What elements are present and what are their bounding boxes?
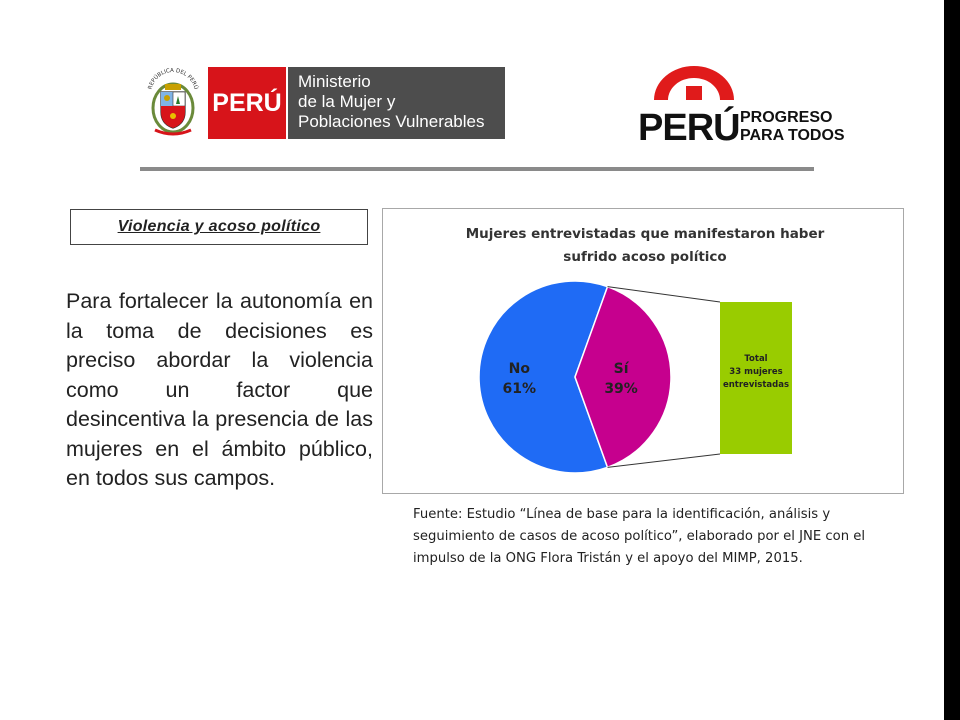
total-bar-line-3: entrevistadas xyxy=(722,380,790,390)
ppt-peru-text: PERÚ xyxy=(638,107,740,144)
source-note: Fuente: Estudio “Línea de base para la identificación, análisis y seguimiento de casos de acoso político”, elaborado por el JNE con el impulso de la ONG Flora Tristán y el apoyo del MIMP, 2015. xyxy=(413,507,866,566)
pie-value-no: 61% xyxy=(502,381,537,397)
pie-chart-svg xyxy=(383,209,905,495)
header-divider xyxy=(140,167,814,171)
ministry-name xyxy=(286,67,505,139)
section-title-box xyxy=(70,209,368,245)
ministry-line-3: Poblaciones Vulnerables xyxy=(298,112,485,131)
chart-title-line-1: Mujeres entrevistadas que manifestaron haber xyxy=(465,226,825,242)
ppt-line-2: PARA TODOS xyxy=(740,127,845,144)
coat-of-arms-logo xyxy=(143,64,203,140)
right-edge-bar xyxy=(944,0,960,720)
pie-label-no: No xyxy=(508,361,530,377)
chart-title-line-2: sufrido acoso político xyxy=(563,249,727,265)
ministry-line-1: Ministerio xyxy=(298,72,371,91)
body-paragraph: Para fortalecer la autonomía en la toma de decisiones es preciso abordar la violencia como un factor que desincentiva la presencia de las mujeres en el ámbito público, en todos sus campos. xyxy=(66,289,373,490)
total-bar-line-1: Total xyxy=(744,354,768,364)
total-bar xyxy=(720,302,792,454)
section-title: Violencia y acoso político xyxy=(117,218,321,235)
ministry-line-2: de la Mujer y xyxy=(298,92,396,111)
pie-chart-figure xyxy=(382,208,904,494)
pie-label-si: Sí xyxy=(613,361,629,377)
ppt-line-1: PROGRESO xyxy=(740,109,833,126)
peru-progreso-logo xyxy=(636,64,846,144)
total-bar-line-2: 33 mujeres xyxy=(729,367,783,377)
ministry-logo xyxy=(208,67,505,139)
svg-text:REPÚBLICA DEL PERÚ: REPÚBLICA DEL PERÚ xyxy=(147,67,199,91)
ministry-peru-label: PERÚ xyxy=(208,67,286,139)
pie-value-si: 39% xyxy=(604,381,638,397)
